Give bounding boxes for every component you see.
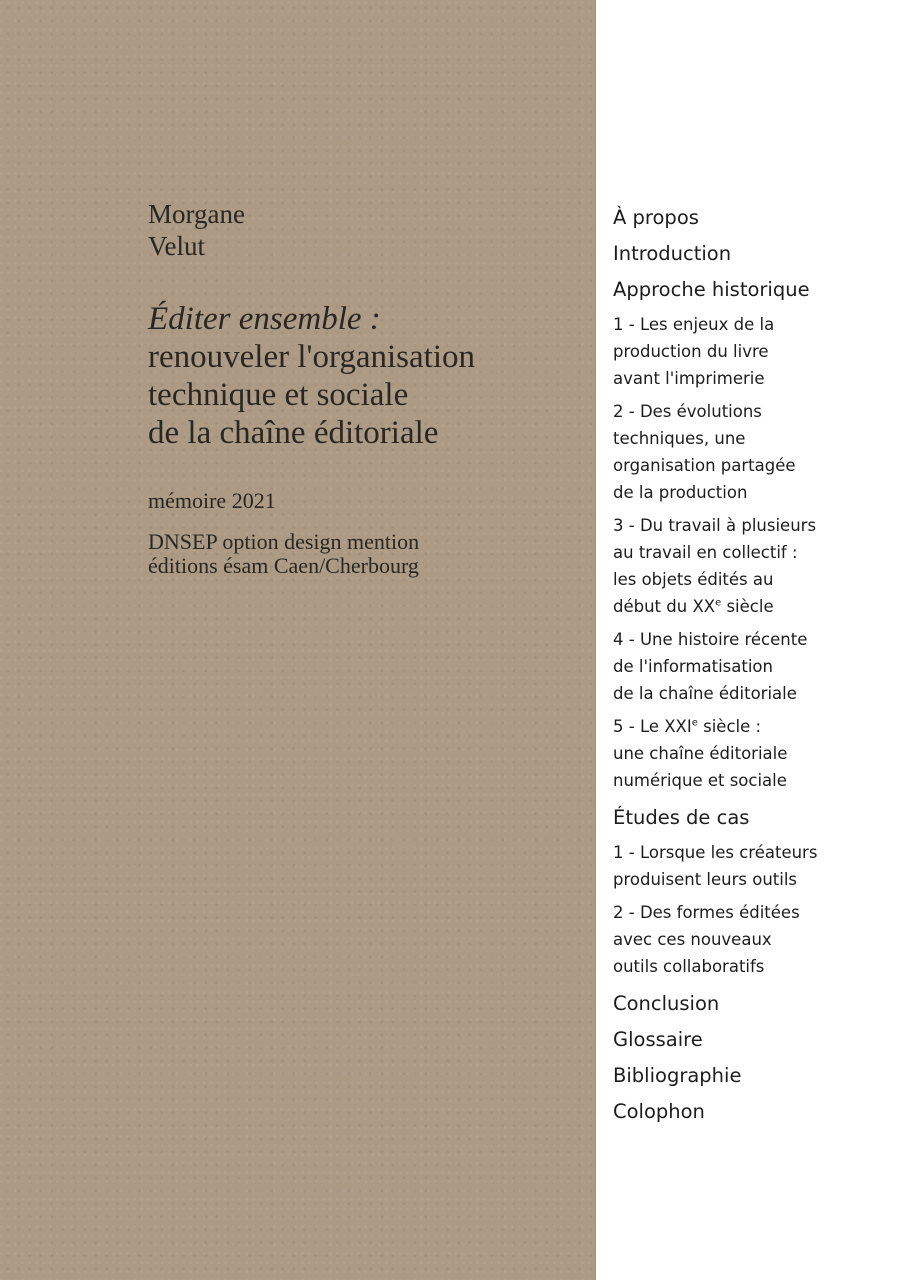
school-line-2: éditions ésam Caen/Cherbourg xyxy=(148,553,419,578)
toc-approche-item-1[interactable]: 1 - Les enjeux de la production du livre avant l'imprimerie xyxy=(613,315,775,388)
toc-etudes-item-1[interactable]: 1 - Lorsque les créateurs produisent leurs outils xyxy=(613,843,818,889)
book-title xyxy=(148,300,578,452)
author-first-name: Morgane xyxy=(148,199,245,229)
toc-approche-historique[interactable]: Approche historique xyxy=(613,278,810,301)
toc-glossaire[interactable]: Glossaire xyxy=(613,1028,703,1051)
toc-etudes-item-2[interactable]: 2 - Des formes éditées avec ces nouveaux outils collaboratifs xyxy=(613,903,800,976)
toc-etudes-de-cas[interactable]: Études de cas xyxy=(613,806,750,829)
title-line-1: renouveler l'organisation xyxy=(148,339,475,375)
toc-colophon[interactable]: Colophon xyxy=(613,1100,705,1123)
toc-a-propos[interactable]: À propos xyxy=(613,206,699,229)
toc-bibliographie[interactable]: Bibliographie xyxy=(613,1064,742,1087)
title-lead: Éditer ensemble : xyxy=(148,301,381,337)
title-line-2: technique et sociale xyxy=(148,377,409,413)
toc-approche-item-4[interactable]: 4 - Une histoire récente de l'informatisation de la chaîne éditoriale xyxy=(613,630,808,703)
thesis-year: mémoire 2021 xyxy=(148,488,276,513)
toc-approche-item-2[interactable]: 2 - Des évolutions techniques, une organisation partagée de la production xyxy=(613,402,796,502)
author-last-name: Velut xyxy=(148,231,205,261)
school-info xyxy=(148,530,419,578)
toc-introduction[interactable]: Introduction xyxy=(613,242,732,265)
toc-approche-item-3[interactable]: 3 - Du travail à plusieurs au travail en collectif : les objets édités au début du XXe siècle xyxy=(613,516,817,616)
school-line-1: DNSEP option design mention xyxy=(148,529,420,554)
table-of-contents xyxy=(613,200,893,1130)
author-name xyxy=(148,198,245,262)
toc-conclusion[interactable]: Conclusion xyxy=(613,992,720,1015)
title-line-3: de la chaîne éditoriale xyxy=(148,415,439,451)
toc-approche-item-5[interactable]: 5 - Le XXIe siècle : une chaîne éditoriale numérique et sociale xyxy=(613,717,788,790)
